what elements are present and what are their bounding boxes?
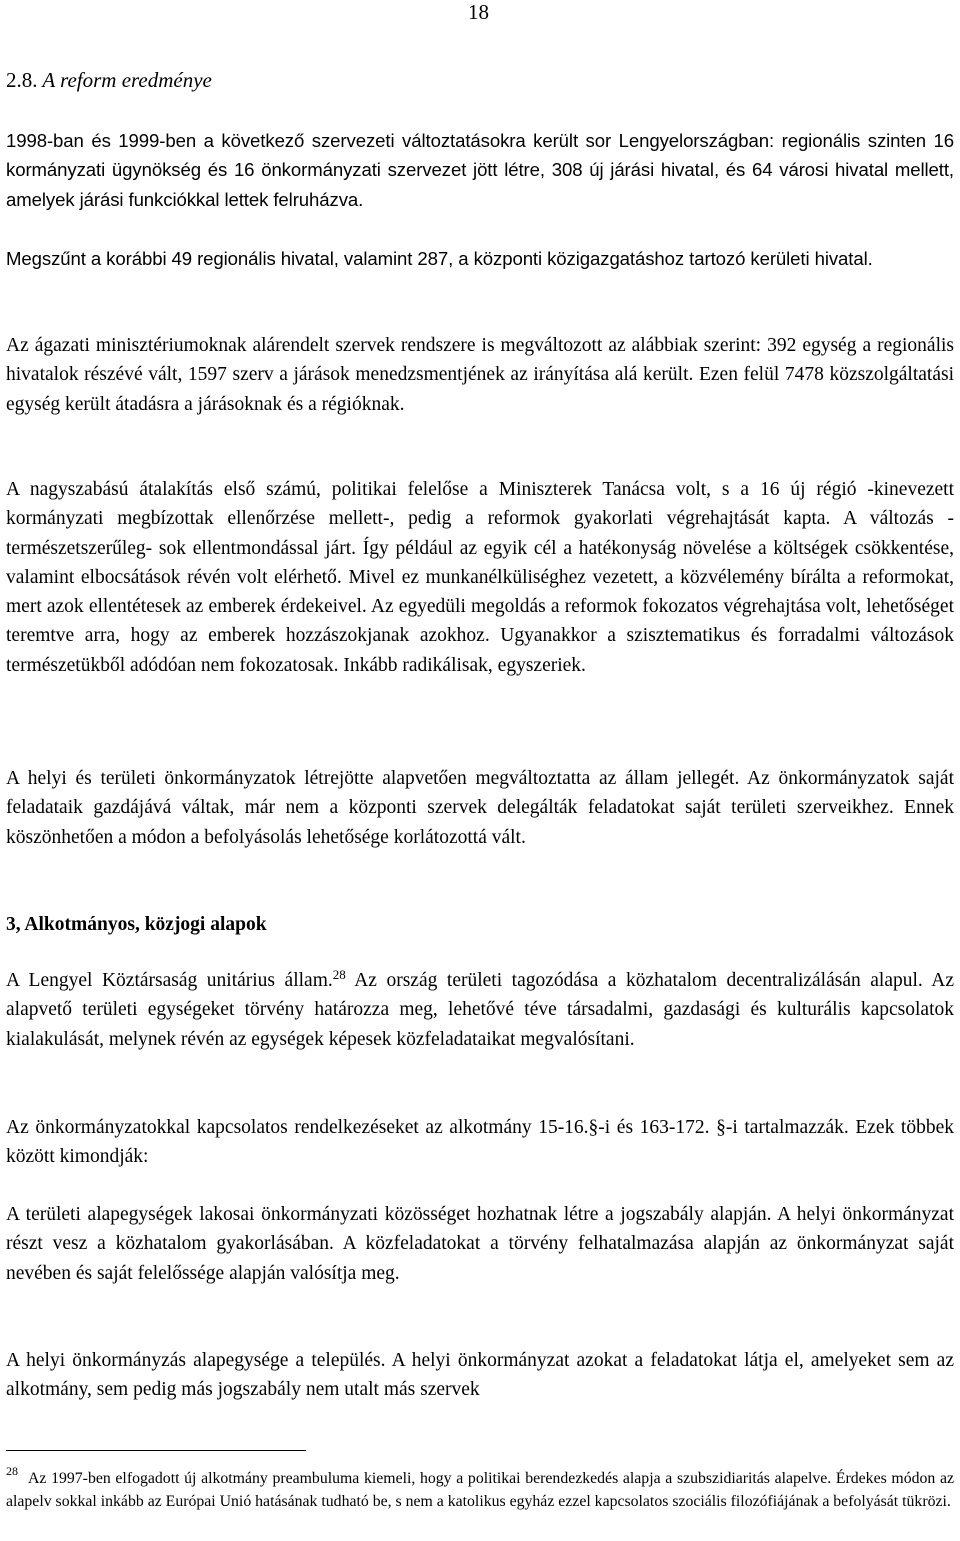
section-heading-3: 3, Alkotmányos, közjogi alapok: [6, 914, 267, 935]
paragraph-5: A helyi és területi önkormányzatok létrejötte alapvetően megváltoztatta az állam jellegét. Az önkormányzatok saját feladataik gazdájává váltak, már nem a központi szervek delegálták feladatokat saját területi szerveikhez. Ennek köszönhetően a módon a befolyásolás lehetősége korlátozottá vált.: [6, 768, 954, 848]
footnote-text: Az 1997-ben elfogadott új alkotmány preambuluma kiemeli, hogy a politikai berendezkedés alapja a szubszidiaritás alapelve. Érdekes módon az alapelv sokkal inkább az Európai Unió hatásának tudható be, s nem a katolikus egyház ezzel kapcsolatos szociális filozófiájának a befolyását tükrözi.: [6, 1470, 954, 1510]
footnote-28: [6, 1464, 954, 1513]
heading-number: 2.8.: [6, 68, 38, 92]
footnote-number: 28: [6, 1464, 18, 1478]
page-number: 18: [468, 0, 489, 24]
footnote-divider: [6, 1450, 306, 1451]
paragraph-6: [6, 966, 954, 1054]
paragraph-4: A nagyszabású átalakítás első számú, politikai felelőse a Miniszterek Tanácsa volt, s a 16 új régió -kinevezett kormányzati megbízottak ellenőrzése mellett-, pedig a reformok gyakorlati végrehajtását kapta. A változás -természetszerűleg- sok ellentmondással járt. Így például az egyik cél a hatékonyság növelése a költségek csökkentése, valamint elbocsátások révén volt elérhető. Mivel ez munkanélküliséghez vezetett, a közvélemény bírálta a reformokat, mert azok ellentétesek az emberek érdekeivel. Az egyedüli megoldás a reformok fokozatos végrehajtása volt, lehetőséget teremtve arra, hogy az emberek hozzászokjanak azokhoz. Ugyanakkor a szisztematikus és forradalmi változások természetükből adódóan nem fokozatosak. Inkább radikálisak, egyszeriek.: [6, 479, 954, 676]
paragraph-8: A területi alapegységek lakosai önkormányzati közösséget hozhatnak létre a jogszabály alapján. A helyi önkormányzat részt vesz a közhatalom gyakorlásában. A közfeladatokat a törvény felhatalmazása alapján az önkormányzat saját nevében és saját felelőssége alapján valósítja meg.: [6, 1204, 954, 1284]
paragraph-6-start: A Lengyel Köztársaság unitárius állam.: [6, 970, 333, 991]
paragraph-1: 1998-ban és 1999-ben a következő szervezeti változtatásokra került sor Lengyelországban: regionális szinten 16 kormányzati ügynökség és 16 önkormányzati szervezet jött létre, 308 új járási hivatal, és 64 városi hivatal mellett, amelyek járási funkciókkal lettek felruházva.: [6, 130, 954, 210]
paragraph-7: Az önkormányzatokkal kapcsolatos rendelkezéseket az alkotmány 15-16.§-i és 163-172. §-i tartalmazzák. Ezek többek között kimondják:: [6, 1117, 954, 1168]
heading-title: A reform eredménye: [42, 68, 212, 92]
section-heading-2-8: [6, 68, 212, 93]
paragraph-2: Megszűnt a korábbi 49 regionális hivatal, valamint 287, a központi közigazgatáshoz tartozó kerületi hivatal.: [6, 248, 873, 269]
paragraph-9: A helyi önkormányzás alapegysége a település. A helyi önkormányzat azokat a feladatokat látja el, amelyeket sem az alkotmány, sem pedig más jogszabály nem utalt más szervek: [6, 1350, 954, 1401]
footnote-ref-28: 28: [332, 967, 346, 982]
paragraph-6-rest: Az ország területi tagozódása a közhatalom decentralizálásán alapul. Az alapvető területi egységeket törvény határozza meg, lehetővé téve társadalmi, gazdasági és kulturális kapcsolatok kialakulását, melynek révén az egységek képesek közfeladataikat megvalósítani.: [6, 970, 954, 1050]
paragraph-3: Az ágazati minisztériumoknak alárendelt szervek rendszere is megváltozott az alábbiak szerint: 392 egység a regionális hivatalok részévé vált, 1597 szerv a járások menedzsmentjének az irányítása alá került. Ezen felül 7478 közszolgáltatási egység került átadásra a járásoknak és a régióknak.: [6, 335, 954, 415]
